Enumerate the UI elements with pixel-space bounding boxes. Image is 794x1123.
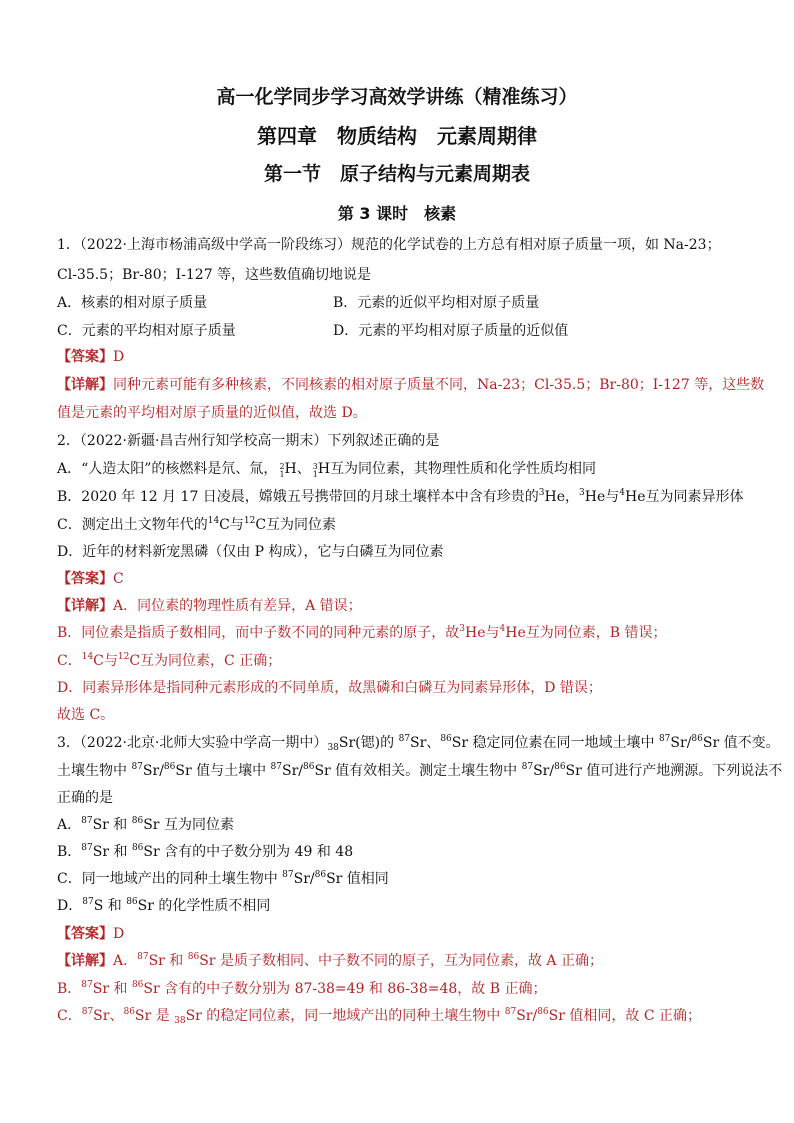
q1-option-b: B．元素的近似平均相对原子质量: [333, 295, 540, 311]
q1-option-d: D．元素的平均相对原子质量的近似值: [333, 323, 569, 339]
q2-detail-d: D．同素异形体是指同种元素形成的不同单质，故黑磷和白磷互为同素异形体，D 错误；: [57, 680, 602, 696]
q1-answer: [57, 347, 124, 367]
q1-detail-line2: 值是元素的平均相对原子质量的近似值，故选 D。: [57, 405, 367, 421]
q2-detail-c: C．$^{14}$C与$^{12}$C互为同位素，C 正确；: [57, 652, 282, 669]
q2-option-d: D．近年的材料新宠黑磷（仅由 P 构成），它与白磷互为同位素: [57, 544, 444, 560]
answer-value: D: [113, 926, 125, 942]
q2-answer: 【答案】C: [57, 571, 124, 587]
q2-stem: 2．（2022·新疆·昌吉州行知学校高一期末）下列叙述正确的是: [57, 433, 440, 449]
nuclide-h2: 2 1: [279, 462, 285, 479]
q1-option-c: C．元素的平均相对原子质量: [57, 323, 236, 339]
q3-detail-c: C．$^{87}$Sr、$^{86}$Sr 是 $_{38}$Sr 的稳定同位素，同一地域产出的同种土壤生物中 $^{87}$Sr/$^{86}$Sr 值相同，故 C 正确；: [57, 1007, 702, 1026]
q3-stem-line2: 土壤生物中 $^{87}$Sr/$^{86}$Sr 值与土壤中 $^{87}$Sr/$^{86}$Sr 值有效相关。测定土壤生物中 $^{87}$Sr/$^{86}$Sr 值可进行产地溯源。下列说法不: [57, 762, 783, 779]
q1-options-row2: [57, 321, 757, 341]
q1-options-row1: [57, 293, 757, 313]
q2-option-a: A．“人造太阳”的核燃料是氘、氚， 2 1H、 3 1H互为同位素，其物理性质和化学性质均相同: [57, 461, 597, 479]
q3-stem-line1: 3．（2022·北京·北师大实验中学高一期中）$_{38}Sr$(锶)的 $^{87}$Sr、$^{86}$Sr 稳定同位素在同一地域土壤中 $^{87}$Sr/$^{86}$Sr 值不变。: [57, 734, 780, 753]
q2-detail-b: B．同位素是指质子数相同，而中子数不同的同种元素的原子，故$^3$He与$^4$He互为同位素，B 错误；: [57, 624, 667, 641]
q2-option-c: C．测定出土文物年代的$^{14}$C与$^{12}$C互为同位素: [57, 516, 337, 533]
nuclide-h3: 3 1: [312, 462, 318, 479]
detail-tag: 【详解】: [57, 377, 113, 393]
section-title: 第一节 原子结构与元素周期表: [263, 163, 530, 185]
q3-option-b: B．$^{87}$Sr 和 $^{86}$Sr 含有的中子数分别为 49 和 48: [57, 843, 354, 860]
q1-option-a: A．核素的相对原子质量: [57, 295, 208, 311]
answer-value: C: [113, 571, 124, 587]
q2-detail-a: 【详解】A．同位素的物理性质有差异，A 错误；: [57, 598, 362, 614]
q1-stem-line1: 1．（2022·上海市杨浦高级中学高一阶段练习）规范的化学试卷的上方总有相对原子质量一项，如 Na-23；: [57, 237, 721, 253]
q2-conclusion: 故选 C。: [57, 707, 115, 723]
answer-tag: 【答案】: [57, 349, 113, 365]
q3-option-a: A．$^{87}$Sr 和 $^{86}$Sr 互为同位素: [57, 816, 234, 833]
q1-stem-line2: Cl-35.5；Br-80；I-127 等，这些数值确切地说是: [57, 267, 372, 283]
q3-option-c: C．同一地域产出的同种土壤生物中 $^{87}$Sr/$^{86}$Sr 值相同: [57, 870, 389, 887]
q3-answer: 【答案】D: [57, 926, 125, 942]
q3-option-d: D．$^{87}$S 和 $^{86}$Sr 的化学性质不相同: [57, 897, 271, 914]
q2-option-b: B．2020 年 12 月 17 日凌晨，嫦娥五号携带回的月球土壤样本中含有珍贵的$^3$He，$^3$He与$^4$He互为同素异形体: [57, 488, 744, 505]
answer-value: D: [113, 349, 125, 365]
q3-detail-a: 【详解】A．$^{87}$Sr 和 $^{86}$Sr 是质子数相同、中子数不同的原子，互为同位素，故 A 正确；: [57, 952, 603, 969]
q1-detail-line1: [57, 375, 764, 395]
q3-detail-b: B．$^{87}$Sr 和 $^{86}$Sr 含有的中子数分别为 87-38=49 和 86-38=48，故 B 正确；: [57, 980, 547, 997]
q1-detail-text1: 同种元素可能有多种核素，不同核素的相对原子质量不同，Na-23；Cl-35.5；Br-80；I-127 等，这些数: [113, 377, 765, 393]
q3-stem-line3: 正确的是: [57, 790, 113, 806]
lesson-title: 第 3 课时 核素: [337, 204, 457, 223]
chapter-title: 第四章 物质结构 元素周期律: [257, 124, 537, 148]
document-title: 高一化学同步学习高效学讲练（精准练习）: [216, 86, 578, 108]
